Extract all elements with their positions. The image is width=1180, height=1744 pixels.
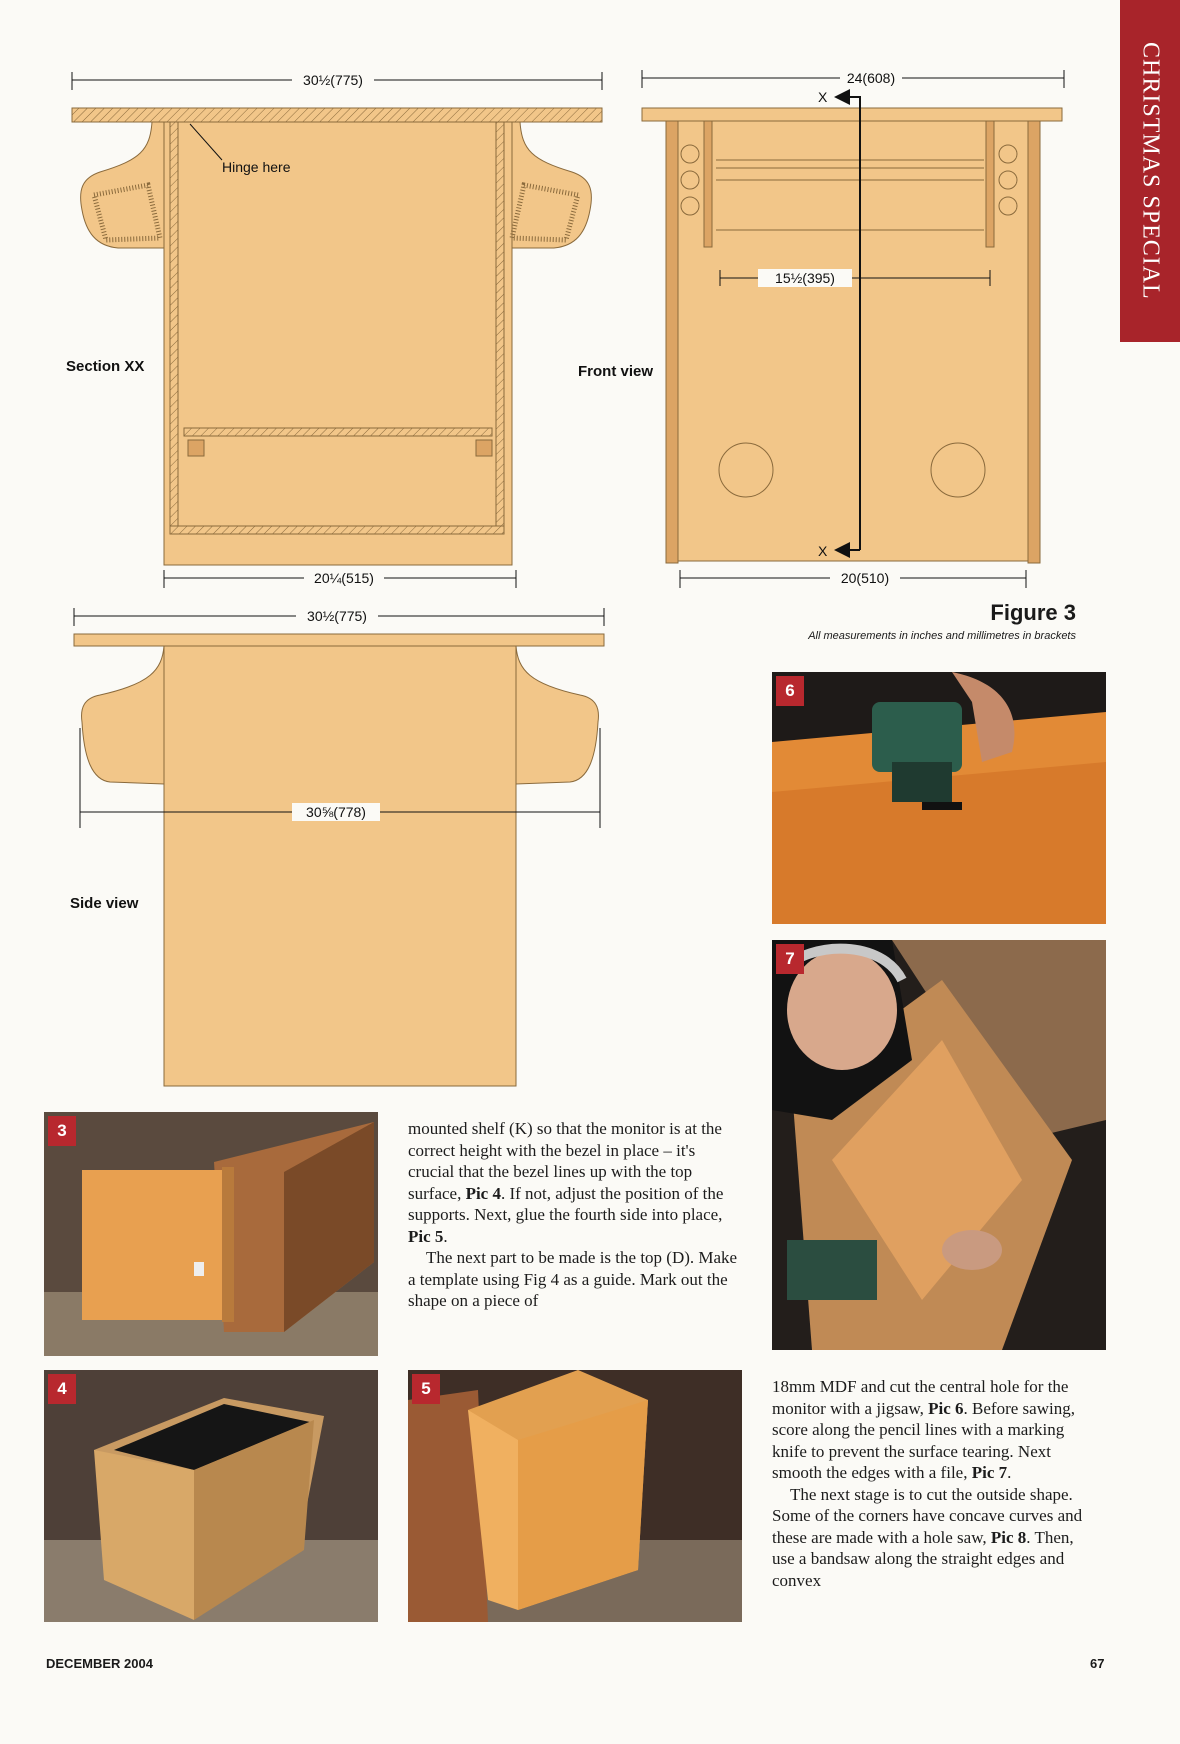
photo-3 [44, 1112, 378, 1356]
text-run: . [443, 1226, 448, 1246]
side-view-dim-top: 30½(775) [307, 608, 367, 624]
section-xx-drawing [66, 71, 602, 588]
section-mark-bottom: X [818, 543, 828, 559]
photo-6 [772, 672, 1106, 924]
figure-caption: All measurements in inches and millimetres in brackets [808, 630, 1076, 642]
paragraph [772, 1376, 1088, 1484]
pic-reference: Pic 8 [990, 1527, 1027, 1547]
text-run: The next part to be made is the top (D). Make a template using Fig 4 as a guide. Mark out the shape on a piece of [408, 1248, 738, 1310]
text-run: 18mm MDF and cut the central hole for the monitor with a jigsaw, [772, 1377, 1069, 1418]
hinge-label: Hinge here [222, 159, 291, 175]
footer-page-number: 67 [1090, 1656, 1105, 1671]
side-view-drawing [70, 607, 604, 1086]
photo-4-number: 4 [48, 1374, 76, 1404]
section-tab-label: CHRISTMAS SPECIAL [1137, 42, 1164, 300]
pic-reference: Pic 4 [465, 1183, 501, 1203]
front-view-dim-inner: 15½(395) [775, 270, 835, 286]
text-run: . Before sawing, score along the pencil lines with a marking knife to prevent the surface tearing. Next smooth the edges with a file, [772, 1398, 1075, 1482]
paragraph [772, 1484, 1088, 1592]
photo-3-number: 3 [48, 1116, 76, 1146]
figure-title: Figure 3 [990, 600, 1076, 625]
front-view-label: Front view [578, 363, 654, 380]
section-xx-dim-bottom: 20¼(515) [314, 570, 374, 586]
paragraph [408, 1118, 742, 1247]
photo-6-number: 6 [776, 676, 804, 706]
body-text-column-1 [408, 1118, 742, 1312]
photo-7-number: 7 [776, 944, 804, 974]
section-xx-dim-top: 30½(775) [303, 72, 363, 88]
pic-reference: Pic 5 [408, 1226, 444, 1246]
photo-5 [408, 1370, 742, 1622]
section-mark-top: X [818, 89, 828, 105]
footer-issue: DECEMBER 2004 [46, 1656, 153, 1671]
section-xx-label: Section XX [66, 358, 145, 375]
photo-7 [772, 940, 1106, 1350]
photo-5-number: 5 [412, 1374, 440, 1404]
front-view-dim-top: 24(608) [846, 70, 896, 86]
side-view-dim-middle: 30⅝(778) [306, 804, 366, 820]
photo-4 [44, 1370, 378, 1622]
front-view-dim-bottom: 20(510) [840, 570, 890, 586]
text-run: . [1007, 1463, 1012, 1482]
pic-reference: Pic 6 [928, 1398, 964, 1418]
paragraph [408, 1247, 742, 1312]
text-run: mounted shelf (K) so that the monitor is at the correct height with the bezel in place – it's crucial that the bezel lines up with the top surface, [408, 1119, 722, 1203]
side-view-label: Side view [70, 895, 139, 912]
text-run: . If not, adjust the position of the supports. Next, glue the fourth side into place, [408, 1183, 724, 1224]
front-view-drawing [578, 69, 1064, 588]
pic-reference: Pic 7 [971, 1463, 1008, 1482]
text-run: The next stage is to cut the outside shape. Some of the corners have concave curves and these are made with a hole saw, [772, 1484, 1083, 1547]
body-text-column-2 [772, 1376, 1088, 1591]
text-run: . Then, use a bandsaw along the straight edges and convex [772, 1527, 1074, 1590]
